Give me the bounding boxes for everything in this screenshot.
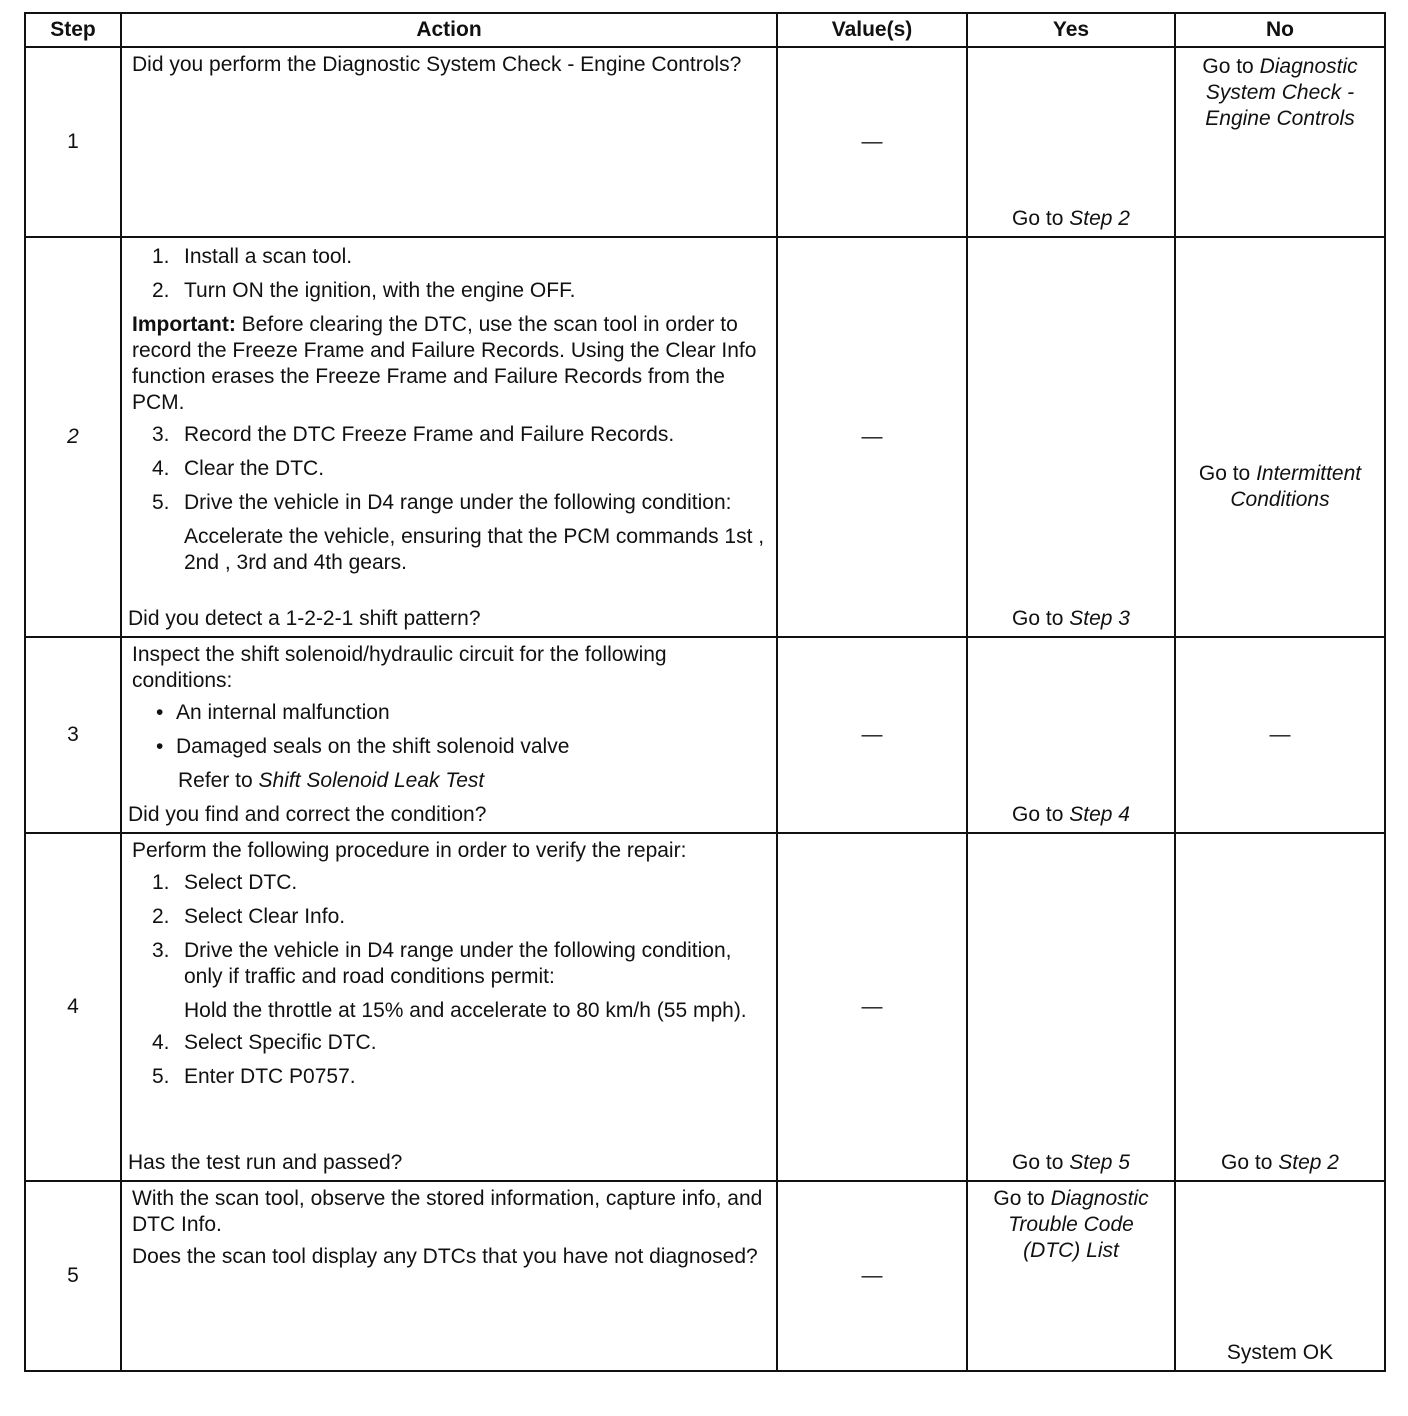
refer-line[interactable] [132, 768, 768, 794]
no-link[interactable] [1176, 1150, 1384, 1176]
list-item: • An internal malfunction [156, 701, 390, 724]
step-number: 5 [25, 1181, 121, 1371]
list-item: 4. Select Specific DTC. [152, 1031, 377, 1054]
no-cell [1175, 833, 1385, 1181]
value-cell: — [777, 833, 967, 1181]
yes-link[interactable] [978, 1186, 1164, 1264]
action-text: Perform the following procedure in order to verify the repair: [132, 839, 687, 862]
table-row [25, 1181, 1385, 1371]
value-cell: — [777, 1181, 967, 1371]
value-cell: — [777, 237, 967, 637]
link-target: Step 2 [1069, 207, 1130, 230]
list-item: 2. Select Clear Info. [152, 905, 346, 928]
list-item: 5. Enter DTC P0757. [152, 1065, 356, 1088]
table-row [25, 833, 1385, 1181]
yes-link[interactable] [968, 802, 1174, 828]
step-list [132, 870, 768, 990]
list-item: 5. Drive the vehicle in D4 range under the following condition: [152, 491, 732, 514]
important-text: Before clearing the DTC, use the scan tool in order to record the Freeze Frame and Failure Records. Using the Clear Info function erases the Freeze Frame and Failure Records from the PCM. [132, 313, 757, 414]
link-prefix: Refer to [178, 769, 253, 792]
link-target: Step 2 [1278, 1151, 1339, 1174]
link-target: Diagnostic System Check - Engine Controls [1205, 55, 1358, 130]
table-header-row [25, 13, 1385, 47]
bullet-list [132, 700, 768, 760]
no-link[interactable] [1184, 54, 1376, 132]
question-text: Has the test run and passed? [128, 1151, 403, 1174]
header-values: Value(s) [777, 13, 967, 47]
action-text: With the scan tool, observe the stored information, capture info, and DTC Info. [132, 1187, 763, 1236]
link-prefix: Go to [993, 1187, 1045, 1210]
link-prefix: Go to [1198, 462, 1251, 485]
question-text: Did you detect a 1-2-2-1 shift pattern? [128, 607, 481, 630]
yes-link[interactable] [968, 206, 1174, 232]
no-cell [1175, 237, 1385, 637]
no-cell [1175, 1181, 1385, 1371]
action-text: Did you perform the Diagnostic System Check - Engine Controls? [132, 53, 742, 76]
table-row [25, 47, 1385, 237]
link-target: Intermittent Conditions [1230, 462, 1362, 511]
value-cell: — [777, 47, 967, 237]
step-label: 2 [67, 425, 79, 448]
header-step: Step [25, 13, 121, 47]
step-list [132, 1030, 768, 1090]
no-text: System OK [1226, 1341, 1334, 1364]
action-cell [121, 637, 777, 833]
link-prefix: Go to [1012, 1151, 1064, 1174]
yes-cell [967, 237, 1175, 637]
important-label: Important: [132, 313, 236, 336]
list-item: 2. Turn ON the ignition, with the engine OFF. [152, 279, 576, 302]
action-cell [121, 833, 777, 1181]
link-target: Step 4 [1069, 803, 1130, 826]
header-yes: Yes [967, 13, 1175, 47]
yes-link[interactable] [968, 1150, 1174, 1176]
link-prefix: Go to [1012, 207, 1064, 230]
yes-cell [967, 637, 1175, 833]
yes-cell [967, 1181, 1175, 1371]
question-text: Did you find and correct the condition? [128, 803, 487, 826]
question-text: Does the scan tool display any DTCs that you have not diagnosed? [132, 1245, 758, 1268]
step-number: 4 [25, 833, 121, 1181]
action-cell [121, 1181, 777, 1371]
yes-link[interactable] [968, 606, 1174, 632]
step-number: 3 [25, 637, 121, 833]
no-link[interactable] [1182, 461, 1378, 513]
table-row [25, 237, 1385, 637]
list-item: 3. Drive the vehicle in D4 range under the following condition, only if traffic and road conditions permit: [152, 939, 732, 988]
sub-instruction: Hold the throttle at 15% and accelerate to 80 km/h (55 mph). [184, 999, 747, 1022]
header-action: Action [121, 13, 777, 47]
diagnostic-table [24, 12, 1386, 1372]
link-prefix: Go to [1221, 1151, 1273, 1174]
link-target: Diagnostic Trouble Code (DTC) List [1008, 1187, 1149, 1262]
no-cell: — [1175, 637, 1385, 833]
sub-instruction: Accelerate the vehicle, ensuring that the PCM commands 1st , 2nd , 3rd and 4th gears. [184, 525, 765, 574]
link-target: Shift Solenoid Leak Test [258, 769, 485, 792]
step-number: 1 [25, 47, 121, 237]
link-prefix: Go to [1012, 607, 1064, 630]
yes-cell [967, 833, 1175, 1181]
no-cell [1175, 47, 1385, 237]
link-target: Step 5 [1069, 1151, 1130, 1174]
table-row [25, 637, 1385, 833]
list-item: 1. Install a scan tool. [152, 245, 353, 268]
list-item: 4. Clear the DTC. [152, 457, 325, 480]
step-list [132, 244, 768, 304]
value-cell: — [777, 637, 967, 833]
header-no: No [1175, 13, 1385, 47]
list-item: 1. Select DTC. [152, 871, 298, 894]
link-prefix: Go to [1012, 803, 1064, 826]
action-cell [121, 237, 777, 637]
list-item: 3. Record the DTC Freeze Frame and Failure Records. [152, 423, 675, 446]
step-number [25, 237, 121, 637]
action-cell [121, 47, 777, 237]
list-item: • Damaged seals on the shift solenoid valve [156, 735, 570, 758]
action-text: Inspect the shift solenoid/hydraulic circuit for the following conditions: [132, 643, 667, 692]
yes-cell [967, 47, 1175, 237]
important-note [132, 312, 768, 416]
link-target: Step 3 [1069, 607, 1130, 630]
link-prefix: Go to [1202, 55, 1254, 78]
step-list [132, 422, 768, 516]
